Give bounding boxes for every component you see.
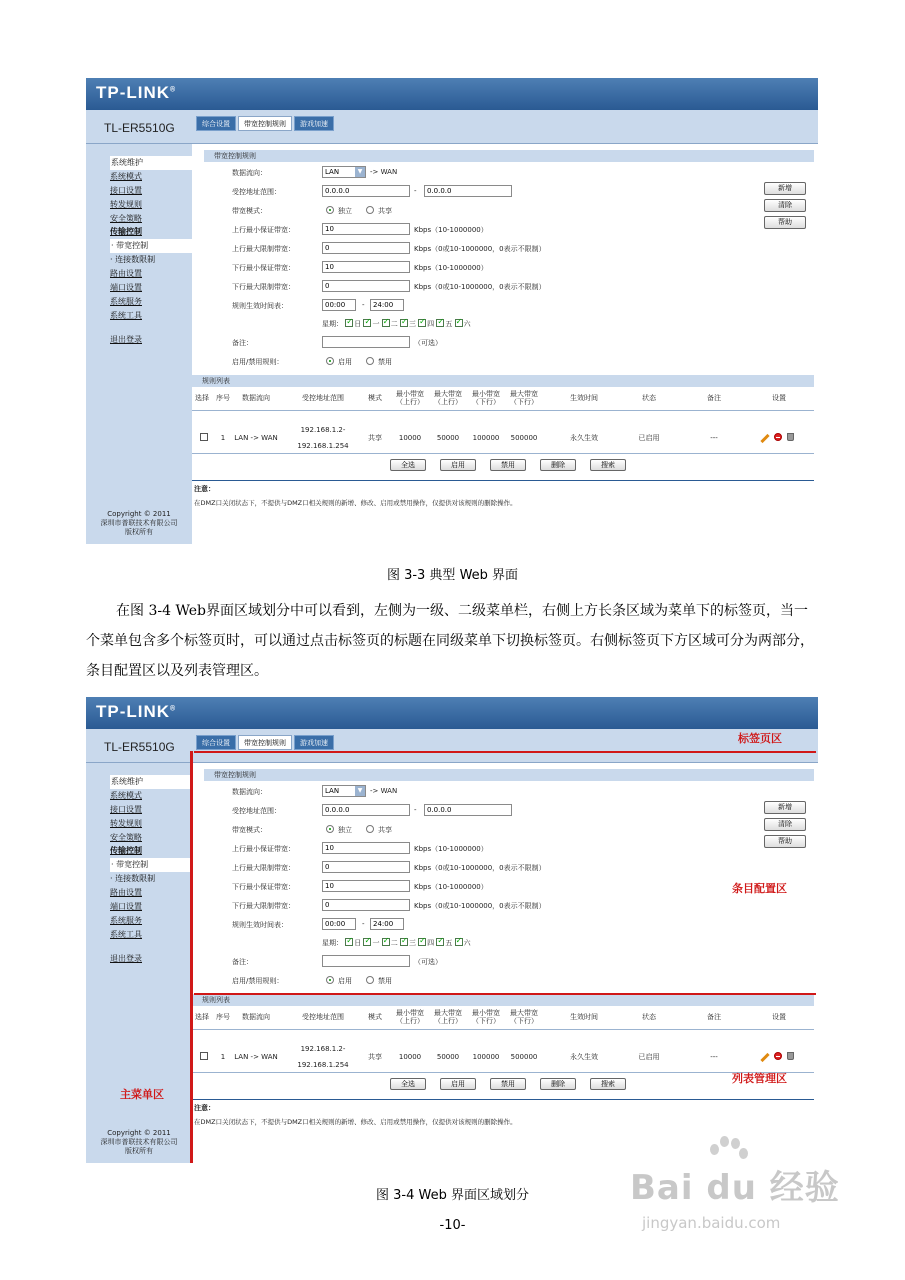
enable-on-radio[interactable]: 启用 xyxy=(326,357,352,367)
table-divider xyxy=(192,410,814,411)
watermark-url: jingyan.baidu.com xyxy=(642,1214,781,1232)
col-index: 序号 xyxy=(216,1013,230,1021)
sidebar-item-connection-limit[interactable]: · 连接数限制 xyxy=(110,874,156,884)
row-mode: 共享 xyxy=(368,1053,382,1061)
remark-input[interactable] xyxy=(322,955,410,967)
sidebar-item-services[interactable]: 系统服务 xyxy=(110,915,142,925)
row-min-down: 100000 xyxy=(472,434,500,442)
day-mon-checkbox[interactable]: ✓ 一 xyxy=(363,320,379,328)
day-mon-checkbox[interactable]: ✓ 一 xyxy=(363,939,379,947)
tab-game-accel[interactable]: 游戏加速 xyxy=(294,735,334,750)
col-index: 序号 xyxy=(216,394,230,402)
direction-label: 数据流向： xyxy=(232,169,267,177)
mode-label: 带宽模式： xyxy=(232,826,267,834)
day-tue-checkbox[interactable]: ✓ 二 xyxy=(382,320,398,328)
down-max-label: 下行最大限制带宽： xyxy=(232,283,295,291)
sidebar-item-transmission[interactable]: 传输控制 xyxy=(110,846,142,856)
row-time: 永久生效 xyxy=(570,434,598,442)
row-addr-end: 192.168.1.254 xyxy=(297,442,349,450)
figure-caption-3-3: 图 3-3 典型 Web 界面 xyxy=(386,568,519,583)
sidebar-item-bandwidth[interactable]: · 带宽控制 xyxy=(110,858,192,872)
direction-select[interactable]: LAN ▼ xyxy=(322,785,366,797)
radio-icon xyxy=(366,357,374,365)
list-section-title: 规则列表 xyxy=(192,994,814,1006)
row-remark: --- xyxy=(710,1053,718,1061)
enable-label: 启用/禁用规则： xyxy=(232,358,284,366)
col-min-up: 最小带宽（上行） xyxy=(396,1009,424,1025)
search-button[interactable]: 搜索 xyxy=(590,1078,626,1090)
col-mode: 模式 xyxy=(368,394,382,402)
col-direction: 数据流向 xyxy=(242,394,270,402)
rule-section-title: 带宽控制规则 xyxy=(204,150,814,162)
day-fri-checkbox[interactable]: ✓ 五 xyxy=(436,320,452,328)
time-from-input[interactable]: 00:00 xyxy=(322,918,356,930)
up-max-input[interactable]: 0 xyxy=(322,242,410,254)
week-row: 星期： ✓ 日 ✓ 一 ✓ 二 ✓ 三 ✓ 四 ✓ 五 ✓ 六 xyxy=(322,938,471,948)
row-min-up: 10000 xyxy=(398,1053,422,1061)
remark-input[interactable] xyxy=(322,336,410,348)
trash-icon[interactable] xyxy=(787,433,794,441)
sidebar-item-bandwidth[interactable]: · 带宽控制 xyxy=(110,239,192,253)
row-max-down: 500000 xyxy=(510,434,538,442)
remark-label: 备注： xyxy=(232,958,253,966)
row-max-down: 500000 xyxy=(510,1053,538,1061)
copyright: Copyright © 2011 深圳市普联技术有限公司 版权所有 xyxy=(100,510,178,536)
radio-icon xyxy=(366,976,374,984)
down-max-label: 下行最大限制带宽： xyxy=(232,902,295,910)
day-sat-checkbox[interactable]: ✓ 六 xyxy=(455,320,471,328)
addr-label: 受控地址范围： xyxy=(232,188,281,196)
remark-hint: （可选） xyxy=(414,958,442,966)
add-button[interactable]: 新增 xyxy=(764,801,806,814)
note-title: 注意： xyxy=(194,485,215,493)
sidebar-item-tools[interactable]: 系统工具 xyxy=(110,929,142,939)
disable-button[interactable]: 禁用 xyxy=(490,1078,526,1090)
sidebar-item-forwarding[interactable]: 转发规则 xyxy=(110,818,142,828)
down-min-input[interactable]: 10 xyxy=(322,880,410,892)
edit-icon[interactable] xyxy=(760,1053,769,1062)
row-addr-end: 192.168.1.254 xyxy=(297,1061,349,1069)
enable-label: 启用/禁用规则： xyxy=(232,977,284,985)
sidebar-menu xyxy=(110,775,192,966)
mode-label: 带宽模式： xyxy=(232,207,267,215)
sidebar-item-interface[interactable]: 接口设置 xyxy=(110,804,142,814)
down-max-hint: Kbps（0或10-1000000，0表示不限制） xyxy=(414,902,546,910)
row-time: 永久生效 xyxy=(570,1053,598,1061)
day-sun-checkbox[interactable]: ✓ 日 xyxy=(345,320,361,328)
row-addr-start: 192.168.1.2- xyxy=(300,1045,346,1053)
down-min-label: 下行最小保证带宽： xyxy=(232,883,295,891)
col-select: 选择 xyxy=(195,394,209,402)
header-bar xyxy=(86,78,818,110)
enable-button[interactable]: 启用 xyxy=(440,1078,476,1090)
page-number: -10- xyxy=(439,1218,466,1233)
col-mode: 模式 xyxy=(368,1013,382,1021)
sidebar-item-port[interactable]: 端口设置 xyxy=(110,902,142,912)
rule-section-title: 带宽控制规则 xyxy=(204,769,814,781)
col-min-down: 最小带宽（下行） xyxy=(472,390,500,406)
model-name: TL-ER5510G xyxy=(104,121,175,135)
mode-shared-radio[interactable]: 共享 xyxy=(366,825,392,835)
time-label: 规则生效时间表： xyxy=(232,302,288,310)
mode-exclusive-radio[interactable]: 独立 xyxy=(326,825,352,835)
direction-select[interactable]: LAN ▼ xyxy=(322,166,366,178)
model-name: TL-ER5510G xyxy=(104,740,175,754)
up-max-hint: Kbps（0或10-1000000，0表示不限制） xyxy=(414,864,546,872)
row-select-checkbox[interactable] xyxy=(200,1052,208,1060)
radio-selected-icon xyxy=(326,976,334,984)
down-min-label: 下行最小保证带宽： xyxy=(232,264,295,272)
time-from-input[interactable]: 00:00 xyxy=(322,299,356,311)
row-index: 1 xyxy=(220,434,226,442)
header-bar xyxy=(86,697,818,729)
day-thu-checkbox[interactable]: ✓ 四 xyxy=(418,939,434,947)
addr-to-input[interactable]: 0.0.0.0 xyxy=(424,185,512,197)
down-max-input[interactable]: 0 xyxy=(322,280,410,292)
table-divider xyxy=(192,453,814,454)
time-to-input[interactable]: 24:00 xyxy=(370,918,404,930)
copyright: Copyright © 2011 深圳市普联技术有限公司 版权所有 xyxy=(100,1129,178,1155)
col-settings: 设置 xyxy=(772,394,786,402)
sidebar-item-security[interactable]: 安全策略 xyxy=(110,832,142,842)
col-time: 生效时间 xyxy=(570,394,598,402)
col-address: 受控地址范围 xyxy=(302,1013,344,1021)
time-label: 规则生效时间表： xyxy=(232,921,288,929)
select-all-button[interactable]: 全选 xyxy=(390,459,426,471)
day-sat-checkbox[interactable]: ✓ 六 xyxy=(455,939,471,947)
direction-suffix: -> WAN xyxy=(370,168,398,176)
direction-label: 数据流向： xyxy=(232,788,267,796)
row-addr-start: 192.168.1.2- xyxy=(300,426,346,434)
tab-area-label: 标签页区 xyxy=(738,732,782,745)
note-divider xyxy=(192,480,814,481)
enable-off-radio[interactable]: 禁用 xyxy=(366,357,392,367)
sidebar-item-security[interactable]: 安全策略 xyxy=(110,213,142,223)
down-min-hint: Kbps（10-1000000） xyxy=(414,883,488,891)
direction-suffix: -> WAN xyxy=(370,787,398,795)
tp-link-logo: TP-LINK® xyxy=(96,83,177,102)
mode-shared-radio[interactable]: 共享 xyxy=(366,206,392,216)
delete-icon[interactable] xyxy=(774,433,782,441)
main-menu-label: 主菜单区 xyxy=(120,1088,164,1101)
day-wed-checkbox[interactable]: ✓ 三 xyxy=(400,320,416,328)
col-state: 状态 xyxy=(642,394,656,402)
row-select-checkbox[interactable] xyxy=(200,433,208,441)
col-max-up: 最大带宽（上行） xyxy=(434,390,462,406)
add-button[interactable]: 新增 xyxy=(764,182,806,195)
week-row: 星期： ✓ 日 ✓ 一 ✓ 二 ✓ 三 ✓ 四 ✓ 五 ✓ 六 xyxy=(322,319,471,329)
down-max-hint: Kbps（0或10-1000000，0表示不限制） xyxy=(414,283,546,291)
chevron-down-icon: ▼ xyxy=(355,167,365,177)
row-max-up: 50000 xyxy=(436,434,460,442)
down-min-input[interactable]: 10 xyxy=(322,261,410,273)
body-paragraph: 在图 3-4 Web界面区域划分中可以看到，左侧为一级、二级菜单栏，右侧上方长条区域为菜单下的标签页，当一个菜单包含多个标签页时，可以通过点击标签页的标题在同级菜单下切换标签页。右侧标签页下方区域可分为两部分，条目配置区以及列表管理区。 xyxy=(86,603,814,679)
up-min-label: 上行最小保证带宽： xyxy=(232,226,295,234)
sidebar-item-transmission[interactable]: 传输控制 xyxy=(110,227,142,237)
tab-bar xyxy=(196,735,334,750)
list-area-label: 列表管理区 xyxy=(732,1072,787,1085)
day-wed-checkbox[interactable]: ✓ 三 xyxy=(400,939,416,947)
up-min-hint: Kbps（10-1000000） xyxy=(414,845,488,853)
note-divider xyxy=(192,1099,814,1100)
help-button[interactable]: 帮助 xyxy=(764,216,806,229)
time-dash: - xyxy=(362,301,365,309)
watermark-brand: Bai du 经验 xyxy=(630,1168,840,1208)
col-max-down: 最大带宽（下行） xyxy=(510,1009,538,1025)
up-min-input[interactable]: 10 xyxy=(322,842,410,854)
col-state: 状态 xyxy=(642,1013,656,1021)
sidebar-menu xyxy=(110,156,192,347)
row-direction: LAN -> WAN xyxy=(234,434,278,442)
up-min-hint: Kbps（10-1000000） xyxy=(414,226,488,234)
addr-from-input[interactable]: 0.0.0.0 xyxy=(322,804,410,816)
row-state: 已启用 xyxy=(638,434,660,442)
sidebar-item-logout[interactable]: 退出登录 xyxy=(110,953,142,963)
sidebar-item-services[interactable]: 系统服务 xyxy=(110,296,142,306)
row-min-up: 10000 xyxy=(398,434,422,442)
col-max-up: 最大带宽（上行） xyxy=(434,1009,462,1025)
col-select: 选择 xyxy=(195,1013,209,1021)
up-min-input[interactable]: 10 xyxy=(322,223,410,235)
note-text: 在DMZ口关闭状态下，不提供与DMZ口相关规则的新增、修改、启用或禁用操作，仅提供对该规则的删除操作。 xyxy=(194,1118,517,1126)
enable-on-radio[interactable]: 启用 xyxy=(326,976,352,986)
sidebar-item-logout[interactable]: 退出登录 xyxy=(110,334,142,344)
edit-icon[interactable] xyxy=(760,434,769,443)
time-dash: - xyxy=(362,920,365,928)
col-settings: 设置 xyxy=(772,1013,786,1021)
sidebar-item-connection-limit[interactable]: · 连接数限制 xyxy=(110,255,156,265)
radio-selected-icon xyxy=(326,357,334,365)
tab-general[interactable]: 综合设置 xyxy=(196,735,236,750)
sidebar xyxy=(86,144,192,544)
enable-button[interactable]: 启用 xyxy=(440,459,476,471)
tab-bar xyxy=(196,116,334,131)
search-button[interactable]: 搜索 xyxy=(590,459,626,471)
sidebar-item-tools[interactable]: 系统工具 xyxy=(110,310,142,320)
help-button[interactable]: 帮助 xyxy=(764,835,806,848)
delete-button[interactable]: 删除 xyxy=(540,1078,576,1090)
down-max-input[interactable]: 0 xyxy=(322,899,410,911)
col-max-down: 最大带宽（下行） xyxy=(510,390,538,406)
trash-icon[interactable] xyxy=(787,1052,794,1060)
col-time: 生效时间 xyxy=(570,1013,598,1021)
day-fri-checkbox[interactable]: ✓ 五 xyxy=(436,939,452,947)
row-max-up: 50000 xyxy=(436,1053,460,1061)
row-state: 已启用 xyxy=(638,1053,660,1061)
radio-selected-icon xyxy=(326,206,334,214)
row-remark: --- xyxy=(710,434,718,442)
radio-selected-icon xyxy=(326,825,334,833)
select-all-button[interactable]: 全选 xyxy=(390,1078,426,1090)
tab-general[interactable]: 综合设置 xyxy=(196,116,236,131)
radio-icon xyxy=(366,825,374,833)
col-remark: 备注 xyxy=(707,1013,721,1021)
clear-button[interactable]: 清除 xyxy=(764,818,806,831)
addr-dash: - xyxy=(414,187,417,195)
sidebar-item-system-mode[interactable]: 系统模式 xyxy=(110,790,142,800)
addr-label: 受控地址范围： xyxy=(232,807,281,815)
tab-area-divider-line xyxy=(194,751,816,753)
day-tue-checkbox[interactable]: ✓ 二 xyxy=(382,939,398,947)
figure-3-3-screenshot xyxy=(86,78,818,544)
row-mode: 共享 xyxy=(368,434,382,442)
day-thu-checkbox[interactable]: ✓ 四 xyxy=(418,320,434,328)
col-min-down: 最小带宽（下行） xyxy=(472,1009,500,1025)
tp-link-logo: TP-LINK® xyxy=(96,702,177,721)
sidebar-item-routing[interactable]: 路由设置 xyxy=(110,888,142,898)
list-section-title: 规则列表 xyxy=(192,375,814,387)
time-to-input[interactable]: 24:00 xyxy=(370,299,404,311)
col-direction: 数据流向 xyxy=(242,1013,270,1021)
remark-hint: （可选） xyxy=(414,339,442,347)
col-address: 受控地址范围 xyxy=(302,394,344,402)
clear-button[interactable]: 清除 xyxy=(764,199,806,212)
enable-off-radio[interactable]: 禁用 xyxy=(366,976,392,986)
col-remark: 备注 xyxy=(707,394,721,402)
figure-caption-3-4: 图 3-4 Web 界面区域划分 xyxy=(376,1188,529,1203)
main-menu-divider-line xyxy=(190,751,193,1163)
addr-to-input[interactable]: 0.0.0.0 xyxy=(424,804,512,816)
sidebar-item-system-mode[interactable]: 系统模式 xyxy=(110,171,142,181)
row-index: 1 xyxy=(220,1053,226,1061)
config-area-label: 条目配置区 xyxy=(732,882,787,895)
tab-game-accel[interactable]: 游戏加速 xyxy=(294,116,334,131)
addr-from-input[interactable]: 0.0.0.0 xyxy=(322,185,410,197)
mode-exclusive-radio[interactable]: 独立 xyxy=(326,206,352,216)
note-title: 注意： xyxy=(194,1104,215,1112)
up-max-label: 上行最大限制带宽： xyxy=(232,245,295,253)
delete-button[interactable]: 删除 xyxy=(540,459,576,471)
sidebar-item-port[interactable]: 端口设置 xyxy=(110,283,142,293)
up-max-hint: Kbps（0或10-1000000，0表示不限制） xyxy=(414,245,546,253)
radio-icon xyxy=(366,206,374,214)
tab-bandwidth-rules[interactable]: 带宽控制规则 xyxy=(238,735,292,750)
config-area-divider-line xyxy=(194,993,816,995)
figure-3-4-screenshot xyxy=(86,697,818,1163)
table-divider xyxy=(192,1072,814,1073)
delete-icon[interactable] xyxy=(774,1052,782,1060)
sidebar xyxy=(86,763,192,1163)
up-min-label: 上行最小保证带宽： xyxy=(232,845,295,853)
table-divider xyxy=(192,1029,814,1030)
sidebar-item-interface[interactable]: 接口设置 xyxy=(110,185,142,195)
row-direction: LAN -> WAN xyxy=(234,1053,278,1061)
remark-label: 备注： xyxy=(232,339,253,347)
note-text: 在DMZ口关闭状态下，不提供与DMZ口相关规则的新增、修改、启用或禁用操作，仅提供对该规则的删除操作。 xyxy=(194,499,517,507)
up-max-input[interactable]: 0 xyxy=(322,861,410,873)
disable-button[interactable]: 禁用 xyxy=(490,459,526,471)
sidebar-item-forwarding[interactable]: 转发规则 xyxy=(110,199,142,209)
chevron-down-icon: ▼ xyxy=(355,786,365,796)
day-sun-checkbox[interactable]: ✓ 日 xyxy=(345,939,361,947)
col-min-up: 最小带宽（上行） xyxy=(396,390,424,406)
row-min-down: 100000 xyxy=(472,1053,500,1061)
sidebar-item-routing[interactable]: 路由设置 xyxy=(110,269,142,279)
sidebar-item-system-maintenance[interactable]: 系统维护 xyxy=(110,775,192,789)
down-min-hint: Kbps（10-1000000） xyxy=(414,264,488,272)
addr-dash: - xyxy=(414,806,417,814)
tab-bandwidth-rules[interactable]: 带宽控制规则 xyxy=(238,116,292,131)
sidebar-item-system-maintenance[interactable]: 系统维护 xyxy=(110,156,192,170)
up-max-label: 上行最大限制带宽： xyxy=(232,864,295,872)
